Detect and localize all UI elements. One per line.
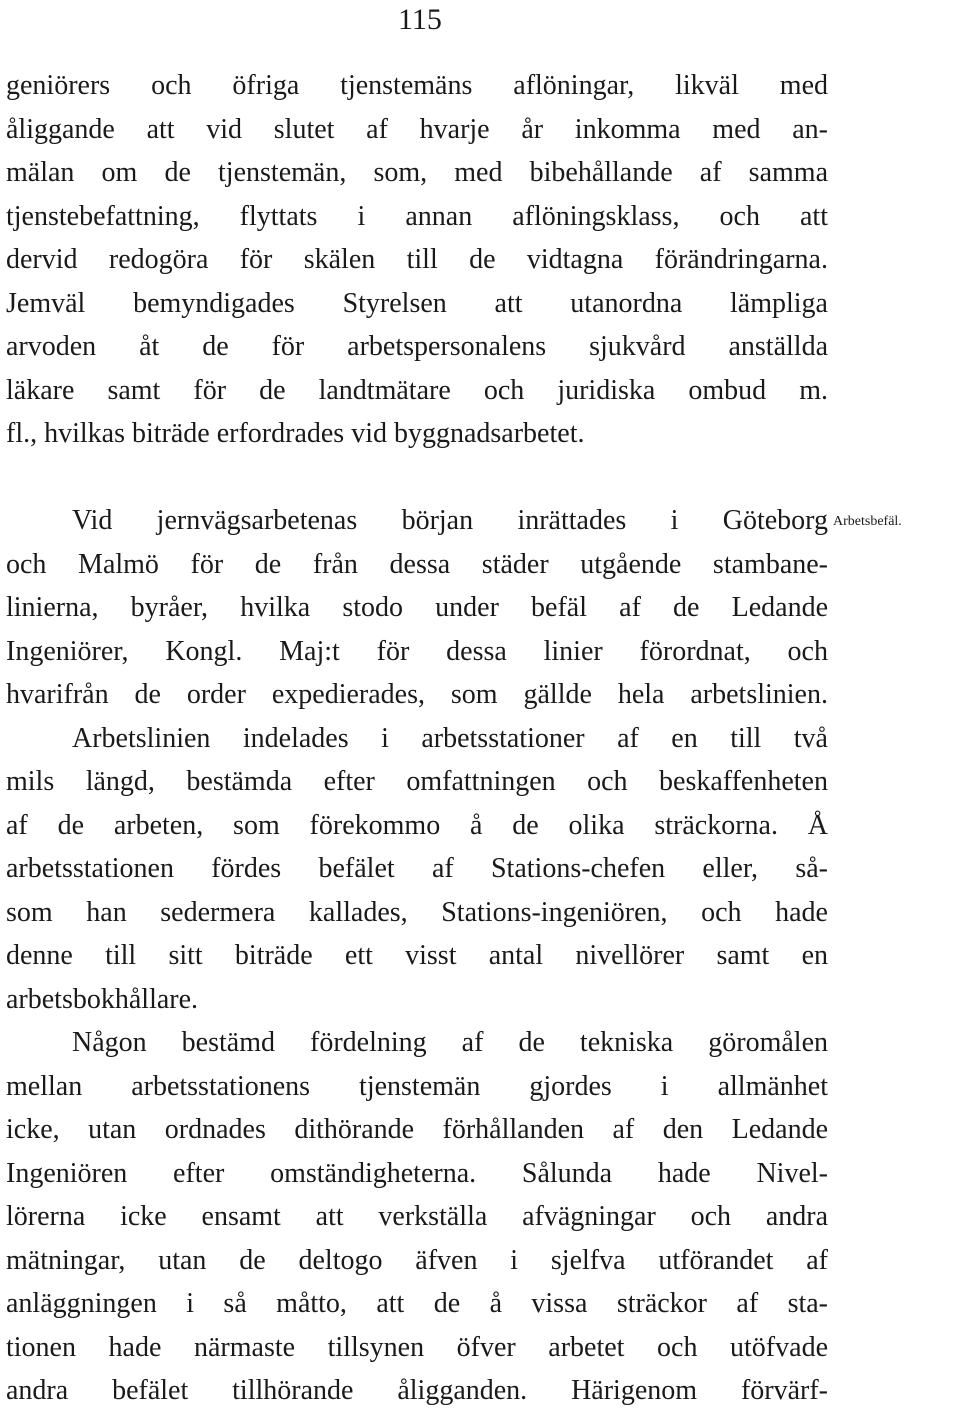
text-line: arbetsstationen fördes befälet af Stations-chefen eller, så- — [6, 853, 828, 884]
margin-note: Arbetsbefäl. — [833, 514, 902, 529]
text-line: icke, utan ordnades dithörande förhållanden af den Ledande — [6, 1114, 828, 1145]
text-line: Vid jernvägsarbetenas början inrättades i Göteborg — [72, 505, 828, 536]
text-line: mils längd, bestämda efter omfattningen och beskaffenheten — [6, 766, 828, 797]
text-line: mellan arbetsstationens tjenstemän gjordes i allmänhet — [6, 1070, 828, 1102]
paragraph-block-1 — [6, 64, 828, 456]
page-number: 115 — [398, 3, 442, 36]
text-line: af de arbeten, som förekommo å de olika sträckorna. Å — [6, 809, 828, 841]
text-line: Ingeniören efter omständigheterna. Sålunda hade Nivel- — [6, 1157, 828, 1189]
text-line: mälan om de tjenstemän, som, med bibehållande af samma — [6, 157, 828, 188]
paragraph-block-2 — [6, 499, 828, 1413]
text-line: denne till sitt biträde ett visst antal nivellörer samt en — [6, 940, 828, 971]
text-line: tionen hade närmaste tillsynen öfver arbetet och utöfvade — [6, 1331, 828, 1363]
text-line: andra befälet tillhörande åligganden. Härigenom förvärf- — [6, 1375, 828, 1406]
text-line: åliggande att vid slutet af hvarje år inkomma med an- — [6, 113, 828, 145]
text-line: lörerna icke ensamt att verkställa afvägningar och andra — [6, 1201, 828, 1232]
text-line: arbetsbokhållare. — [6, 983, 199, 1015]
text-line: Jemväl bemyndigades Styrelsen att utanordna lämpliga — [6, 287, 828, 319]
text-line: Ingeniörer, Kongl. Maj:t för dessa linier förordnat, och — [6, 635, 828, 667]
text-line: hvarifrån de order expedierades, som gällde hela arbetslinien. — [6, 679, 828, 710]
text-line: linierna, byråer, hvilka stodo under befäl af de Ledande — [6, 592, 828, 623]
text-line: geniörers och öfriga tjenstemäns aflöningar, likväl med — [6, 70, 828, 101]
text-line: tjenstebefattning, flyttats i annan aflöningsklass, och att — [6, 200, 828, 232]
text-line: Arbetslinien indelades i arbetsstationer af en till två — [72, 722, 828, 754]
text-line: läkare samt för de landtmätare och juridiska ombud m. — [6, 374, 828, 406]
text-line: som han sedermera kallades, Stations-ingeniören, och hade — [6, 896, 828, 928]
text-line: mätningar, utan de deltogo äfven i sjelfva utförandet af — [6, 1244, 828, 1276]
text-line: Någon bestämd fördelning af de tekniska göromålen — [72, 1027, 828, 1058]
text-line: och Malmö för de från dessa städer utgående stambane- — [6, 548, 828, 580]
text-line: dervid redogöra för skälen till de vidtagna förändringarna. — [6, 244, 828, 275]
text-line: arvoden åt de för arbetspersonalens sjukvård anställda — [6, 331, 828, 362]
text-line: anläggningen i så måtto, att de å vissa sträckor af sta- — [6, 1288, 828, 1319]
text-line: fl., hvilkas biträde erfordrades vid byggnadsarbetet. — [6, 418, 585, 449]
